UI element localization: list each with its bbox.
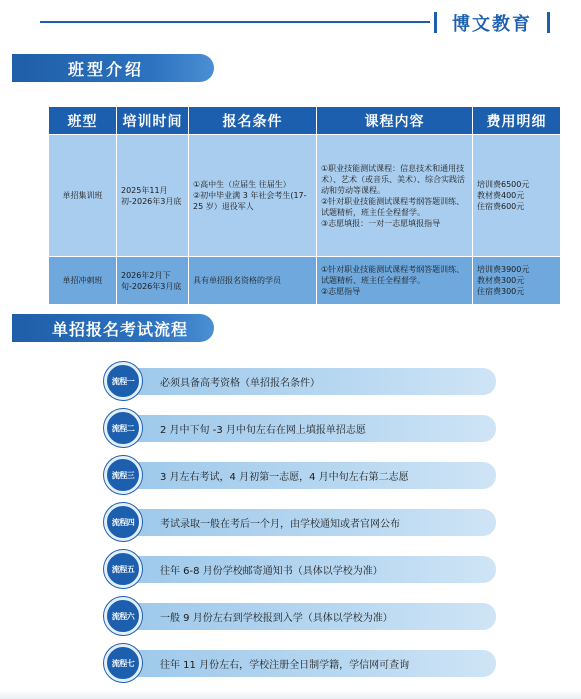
step-badge: 流程三	[104, 456, 142, 494]
step-text: 必须具备高考资格（单招报名条件）	[160, 378, 320, 389]
brand-bar-left	[434, 12, 437, 33]
step-text: 3 月左右考试，4 月初第一志愿，4 月中旬左右第二志愿	[160, 472, 409, 483]
cell-requirements	[189, 135, 317, 257]
step-badge: 流程一	[104, 362, 142, 400]
header-content: 课程内容	[317, 107, 473, 135]
process-step-7	[104, 648, 496, 678]
content-line: ③志愿填报：一对一志愿填报指导	[321, 218, 441, 228]
cell-class-type: 单招冲刺班	[49, 257, 117, 305]
step-badge: 流程五	[104, 550, 142, 588]
fee-line: 住宿费300元	[477, 287, 525, 296]
process-step-3	[104, 460, 496, 490]
process-step-6	[104, 601, 496, 631]
step-badge: 流程四	[104, 503, 142, 541]
cell-content	[317, 135, 473, 257]
process-step-5	[104, 554, 496, 584]
brand-bar-right	[547, 12, 550, 33]
step-badge: 流程六	[104, 597, 142, 635]
header-fees: 费用明细	[473, 107, 561, 135]
table-header-row	[49, 107, 561, 135]
step-text: 往年 6-8 月份学校邮寄通知书（具体以学校为准）	[160, 566, 383, 577]
step-badge: 流程七	[104, 644, 142, 682]
content-line: ①针对职业技能测试课程考纲答题训练、试题精析、班主任全程督学。	[321, 265, 465, 285]
cell-fees	[473, 257, 561, 305]
requirement-line: ①高中生（应届生 往届生）	[193, 180, 291, 189]
content-line: ②志愿指导	[321, 287, 361, 296]
step-text: 一般 9 月份左右到学校报到入学（具体以学校为准）	[160, 613, 393, 624]
process-step-4	[104, 507, 496, 537]
header-class-type: 班型	[49, 107, 117, 135]
content-line: ①职业技能测试课程：信息技术和通用技术）、艺术（或音乐、美术）、综合实践活动和劳动等课程。	[321, 163, 465, 195]
fee-line: 教材费400元	[477, 191, 525, 200]
cell-requirements	[189, 257, 317, 305]
step-text: 往年 11 月份左右，学校注册全日制学籍，学信网可查询	[160, 660, 410, 671]
section-title-class-intro: 班型介绍	[12, 54, 214, 82]
cell-class-type: 单招集训班	[49, 135, 117, 257]
cell-fees	[473, 135, 561, 257]
header-requirements: 报名条件	[189, 107, 317, 135]
brand-line	[40, 21, 430, 23]
class-table	[48, 106, 561, 305]
bottom-strip	[0, 690, 581, 699]
requirement-line: ②初中毕业满 3 年社会考生(17-25 岁）退役军人	[193, 191, 307, 211]
fee-line: 住宿费600元	[477, 202, 525, 211]
cell-time: 2026年2月下旬-2026年3月底	[117, 257, 189, 305]
fee-line: 培训费3900元	[477, 265, 530, 274]
fee-line: 培训费6500元	[477, 180, 530, 189]
step-text: 2 月中下旬 -3 月中旬左右在网上填报单招志愿	[160, 425, 366, 436]
cell-content	[317, 257, 473, 305]
requirement-line: 具有单招报名资格的学员	[193, 276, 281, 285]
process-step-2	[104, 413, 496, 443]
process-step-1	[104, 366, 496, 396]
brand-name: 博文教育	[452, 14, 532, 35]
fee-line: 教材费300元	[477, 276, 525, 285]
content-line: ②针对职业技能测试课程考纲答题训练、试题精析，班主任全程督学。	[321, 196, 465, 217]
header-time: 培训时间	[117, 107, 189, 135]
table-row	[49, 135, 561, 257]
cell-time: 2025年11月初-2026年3月底	[117, 135, 189, 257]
table-row	[49, 257, 561, 305]
step-text: 考试录取一般在考后一个月，由学校通知或者官网公布	[160, 519, 400, 530]
step-badge: 流程二	[104, 409, 142, 447]
section-title-process: 单招报名考试流程	[12, 314, 214, 342]
